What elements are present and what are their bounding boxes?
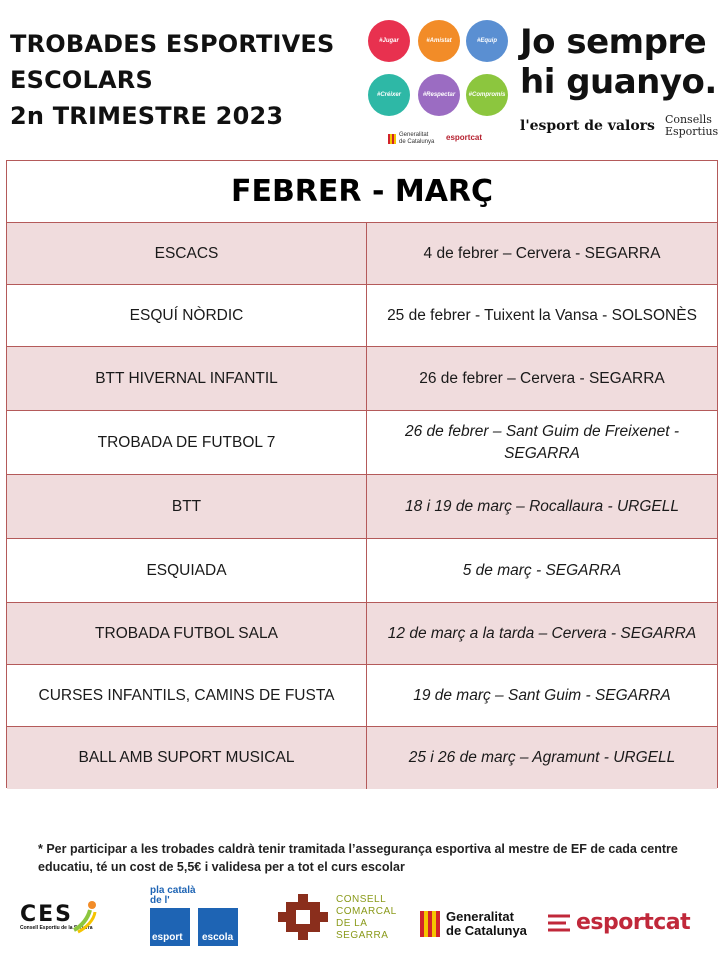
values-badges-logo: [368, 18, 512, 150]
activity-date-location: 4 de febrer – Cervera - SEGARRA: [423, 244, 661, 262]
activity-name: ESQUÍ NÒRDIC: [7, 285, 367, 346]
badge-jugar: #Jugar: [368, 20, 410, 62]
table-row: [7, 285, 717, 347]
page-title: [10, 26, 360, 134]
badge-equip: #Equip: [466, 20, 508, 62]
table-row: [7, 603, 717, 665]
title-line-1: TROBADES ESPORTIVES: [10, 30, 335, 58]
activity-date-location: 25 de febrer - Tuixent la Vansa - SOLSONÈS: [387, 306, 697, 324]
activity-date-location: 12 de març a la tarda – Cervera - SEGARRA: [387, 624, 697, 642]
badge-compromis: #Compromís: [466, 74, 508, 116]
title-line-2: ESCOLARS: [10, 66, 153, 94]
title-line-3: 2n TRIMESTRE 2023: [10, 102, 284, 130]
slogan-subtitle: l'esport de valors: [520, 118, 655, 134]
ces-swoosh-icon: [72, 900, 98, 934]
activity-name: BTT HIVERNAL INFANTIL: [7, 347, 367, 410]
ces-logo: CES Consell Esportiu de la Segarra: [20, 902, 93, 931]
activity-date-location: 26 de febrer – Cervera - SEGARRA: [419, 369, 665, 387]
badge-respectar: #Respectar: [418, 74, 460, 116]
table-row: [7, 539, 717, 603]
badge-amistat: #Amistat: [418, 20, 460, 62]
slogan-line-2: hi guanyo.: [520, 62, 717, 102]
activity-date-location: 18 i 19 de març – Rocallaura - URGELL: [405, 497, 679, 515]
table-row: [7, 475, 717, 539]
activity-name: ESQUIADA: [7, 539, 367, 602]
consells-esportius-label: Consells Esportius: [664, 113, 719, 138]
senyera-icon: [420, 911, 440, 937]
activity-name: TROBADA FUTBOL SALA: [7, 603, 367, 664]
schedule-heading: FEBRER - MARÇ: [7, 161, 717, 223]
sponsor-logos: [0, 880, 720, 960]
badge-creixer: #Créixer: [368, 74, 410, 116]
table-row: [7, 223, 717, 285]
esportcat-logo: esportcat: [546, 910, 690, 935]
senyera-icon: [388, 134, 396, 144]
activity-name: CURSES INFANTILS, CAMINS DE FUSTA: [7, 665, 367, 726]
footnote: * Per participar a les trobades caldrà tenir tramitada l’assegurança esportiva al mestre de EF de cada centre educatiu, té un cost de 5,5€ i validesa per a tot el curs escolar: [38, 842, 678, 874]
activity-date-location: 5 de març - SEGARRA: [462, 561, 622, 579]
slogan-line-1: Jo sempre: [520, 22, 707, 62]
slogan-logo: [520, 22, 719, 138]
esportcat-stripes-icon: [546, 912, 572, 934]
generalitat-mini-logo: Generalitat de Catalunya: [388, 132, 434, 146]
activity-name: ESCACS: [7, 223, 367, 284]
activity-date-location: 19 de març – Sant Guim - SEGARRA: [413, 686, 671, 704]
activity-name: BALL AMB SUPORT MUSICAL: [7, 727, 367, 789]
consell-comarcal-segarra-logo: CONSELL COMARCAL DE LA SEGARRA: [278, 894, 397, 942]
activity-name: TROBADA DE FUTBOL 7: [7, 411, 367, 474]
esportcat-mini-logo: esportcat: [446, 133, 483, 142]
generalitat-logo: Generalitat de Catalunya: [420, 910, 527, 938]
activity-name: BTT: [7, 475, 367, 538]
activity-date-location: 25 i 26 de març – Agramunt - URGELL: [408, 749, 676, 766]
table-row: [7, 727, 717, 789]
pla-catala-esport-escola-logo: pla català de l' esport escola: [150, 886, 242, 948]
schedule-table: [6, 160, 718, 788]
table-row: [7, 411, 717, 475]
schedule-rows: [7, 223, 717, 789]
table-row: [7, 347, 717, 411]
gear-icon: [278, 894, 328, 940]
table-row: [7, 665, 717, 727]
activity-date-location: 26 de febrer – Sant Guim de Freixenet - SEGARRA: [405, 422, 679, 462]
